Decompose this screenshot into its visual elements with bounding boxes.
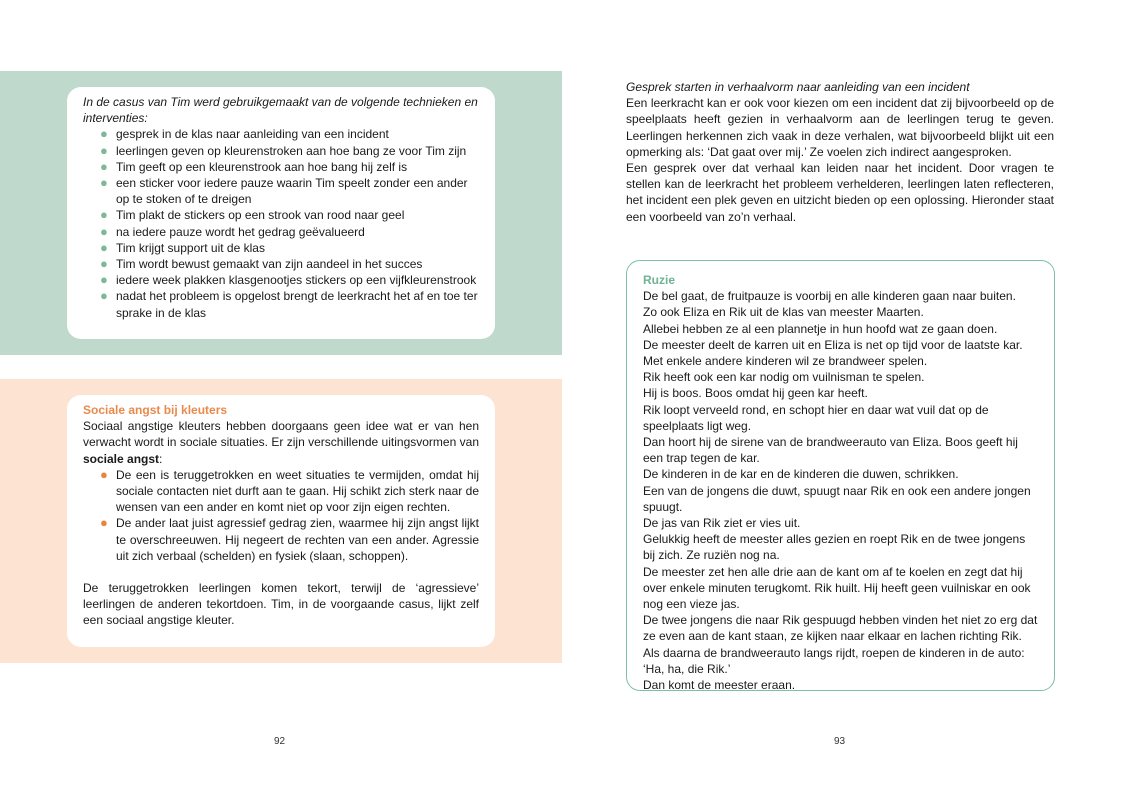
social-anxiety-intro: Sociaal angstige kleuters hebben doorgaans geen idee wat er van hen verwacht wordt in sociale situaties. Er zijn verschillende uitingsvormen van sociale angst:: [83, 419, 479, 466]
story-line: Hij is boos. Boos omdat hij geen kar heeft.: [643, 386, 868, 401]
list-item: ● Tim krijgt support uit de klas: [100, 239, 265, 255]
bullet-dot-icon: ●: [100, 175, 108, 191]
bullet-dot-icon: ●: [100, 142, 108, 158]
story-line: Dan komt de meester eraan.: [643, 678, 796, 693]
bullet-dot-icon: ●: [100, 223, 108, 239]
story-line: De jas van Rik ziet er vies uit.: [643, 516, 801, 531]
story-line: Zo ook Eliza en Rik uit de klas van meester Maarten.: [643, 305, 924, 320]
page-number-left: 92: [274, 736, 286, 747]
story-line: Een van de jongens die duwt, spuugt naar Rik en ook een andere jongen spuugt.: [643, 483, 1031, 514]
list-item: ● De een is teruggetrokken en weet situaties te vermijden, omdat hij sociale contacten niet durft aan te gaan. Hij schikt zich sterk naar de wensen van een ander en komt niet op voor zijn eigen rechten.: [100, 466, 479, 515]
techniques-list: [83, 126, 479, 320]
list-item: ● Tim wordt bewust gemaakt van zijn aandeel in het succes: [100, 256, 423, 272]
story-line: Rik loopt verveeld rond, en schopt hier en daar wat vuil dat op de speelplaats ligt weg.: [643, 402, 989, 433]
bullet-dot-icon: ●: [100, 515, 108, 531]
story-line: Dan hoort hij de sirene van de brandweerauto van Eliza. Boos geeft hij een trap tegen de kar.: [643, 435, 1018, 466]
list-item: ● een sticker voor iedere pauze waarin Tim speelt zonder een ander op te stoken of te dreigen: [100, 175, 468, 207]
list-item: ● iedere week plakken klasgenootjes stickers op een vijfkleurenstrook: [100, 272, 477, 288]
bullet-dot-icon: ●: [100, 158, 108, 174]
bullet-dot-icon: ●: [100, 466, 108, 482]
list-item: ● leerlingen geven op kleurenstroken aan hoe bang ze voor Tim zijn: [100, 142, 467, 158]
list-item: ● De ander laat juist agressief gedrag zien, waarmee hij zijn angst lijkt te overschreeuwen. Hij negeert de rechten van een ander. Agressie uit zich verbaal (schelden) en fysiek (slaan, schoppen).: [100, 515, 479, 563]
story-line: De bel gaat, de fruitpauze is voorbij en alle kinderen gaan naar buiten.: [643, 289, 1016, 304]
list-item: ● na iedere pauze wordt het gedrag geëvalueerd: [100, 223, 365, 239]
story-line: Met enkele andere kinderen wil ze brandweer spelen.: [643, 354, 928, 369]
story-box: [626, 260, 1055, 691]
techniques-card: [67, 87, 495, 339]
bullet-dot-icon: ●: [100, 207, 108, 223]
story-line: Rik heeft ook een kar nodig om vuilnisman te spelen.: [643, 370, 925, 385]
bullet-dot-icon: ●: [100, 272, 108, 288]
list-item: ● Tim plakt de stickers op een strook van rood naar geel: [100, 207, 405, 223]
paragraph: Een gesprek over dat verhaal kan leiden naar het incident. Door vragen te stellen kan de leerkracht het probleem verhelderen, leerlingen laten reflecteren, het incident een plek geven en uitzicht bieden op een oplossing. Hieronder staat een voorbeeld van zo’n verhaal.: [626, 161, 1054, 224]
story-title: Ruzie: [643, 273, 676, 287]
social-anxiety-closing: De teruggetrokken leerlingen komen tekort, terwijl de ‘agressieve’ leerlingen de anderen tekortdoen. Tim, in de voorgaande casus, lijkt zelf een sociaal angstige kleuter.: [83, 581, 479, 628]
list-item: ● gesprek in de klas naar aanleiding van een incident: [100, 126, 389, 142]
story-method-section: [626, 79, 1054, 225]
story-line: De twee jongens die naar Rik gespuugd hebben vinden het niet zo erg dat ze even aan de kant staan, ze kijken naar elkaar en lachen richting Rik. Als daarna de brandweerauto langs rijdt, roepen de kinderen in de auto: ‘Ha, ha, die Rik.’: [643, 613, 1038, 676]
story-line: Allebei hebben ze al een plannetje in hun hoofd wat ze gaan doen.: [643, 321, 998, 336]
bullet-dot-icon: ●: [100, 126, 108, 142]
story-line: De kinderen in de kar en de kinderen die duwen, schrikken.: [643, 467, 959, 482]
story-line: De meester deelt de karren uit en Eliza is net op tijd voor de laatste kar.: [643, 337, 1023, 352]
social-anxiety-card: [67, 395, 495, 647]
social-anxiety-heading: Sociale angst bij kleuters: [83, 403, 228, 417]
paragraph: Een leerkracht kan er ook voor kiezen om een incident dat zij bijvoorbeeld op de speelplaats heeft gezien in verhaalvorm aan de leerlingen terug te geven. Leerlingen herkennen zich vaak in deze verhalen, wat bijvoorbeeld blijkt uit een opmerking als: ‘Dat gaat over mij.’ Ze voelen zich indirect aangesproken.: [626, 96, 1054, 159]
techniques-intro: In de casus van Tim werd gebruikgemaakt van de volgende technieken en interventies:: [83, 95, 478, 126]
list-item: ● Tim geeft op een kleurenstrook aan hoe bang hij zelf is: [100, 158, 408, 174]
bullet-dot-icon: ●: [100, 288, 108, 304]
story-line: De meester zet hen alle drie aan de kant om af te koelen en zegt dat hij over enkele minuten terugkomt. Rik huilt. Hij heeft geen vuilniskar en ook nog een vieze jas.: [643, 564, 1031, 612]
page-number-right: 93: [834, 736, 846, 747]
anxiety-forms-list: [83, 467, 479, 564]
list-item: ● nadat het probleem is opgelost brengt de leerkracht het af en toe ter sprake in de klas: [100, 288, 478, 320]
story-line: Gelukkig heeft de meester alles gezien en roept Rik en de twee jongens bij zich. Ze ruziën nog na.: [643, 532, 1026, 563]
section-heading: Gesprek starten in verhaalvorm naar aanleiding van een incident: [626, 80, 970, 94]
bullet-dot-icon: ●: [100, 239, 108, 255]
bullet-dot-icon: ●: [100, 256, 108, 272]
